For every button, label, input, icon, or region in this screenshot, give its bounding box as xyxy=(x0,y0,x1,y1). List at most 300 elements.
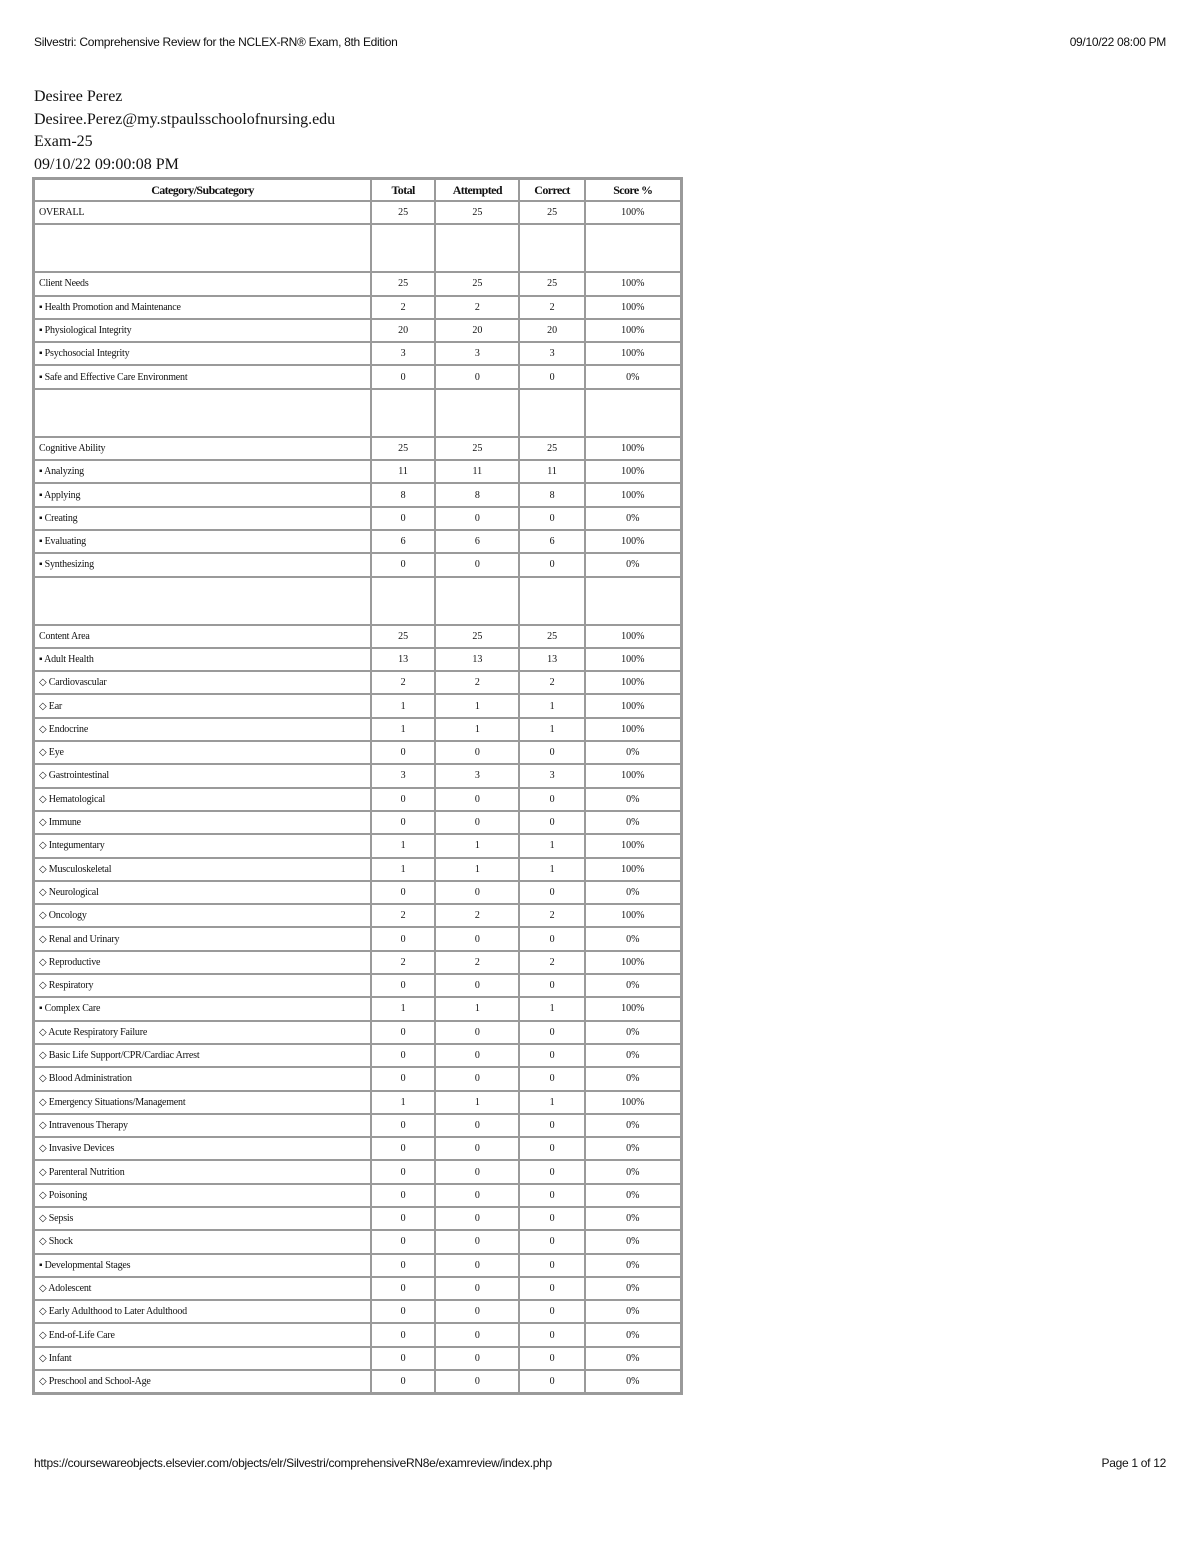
cell-total: 0 xyxy=(371,1277,435,1300)
cell-category: ▪ Analyzing xyxy=(34,460,371,483)
cell-score: 0% xyxy=(585,1160,681,1183)
cell-category: ◇ Poisoning xyxy=(34,1184,371,1207)
cell-correct: 1 xyxy=(519,694,584,717)
cell-correct: 25 xyxy=(519,272,584,295)
spacer-cell xyxy=(34,577,371,625)
table-row xyxy=(34,951,681,974)
cell-correct: 3 xyxy=(519,342,584,365)
print-footer-page: Page 1 of 12 xyxy=(1101,1456,1166,1470)
cell-total: 3 xyxy=(371,764,435,787)
cell-correct: 1 xyxy=(519,997,584,1020)
cell-attempted: 0 xyxy=(435,927,519,950)
cell-score: 0% xyxy=(585,507,681,530)
cell-category: ◇ Reproductive xyxy=(34,951,371,974)
table-row xyxy=(34,858,681,881)
cell-correct: 0 xyxy=(519,1230,584,1253)
cell-correct: 0 xyxy=(519,1254,584,1277)
table-row xyxy=(34,1254,681,1277)
cell-correct: 11 xyxy=(519,460,584,483)
header-total: Total xyxy=(371,179,435,201)
cell-score: 0% xyxy=(585,788,681,811)
cell-attempted: 8 xyxy=(435,483,519,506)
results-body xyxy=(34,201,681,1393)
cell-total: 0 xyxy=(371,1300,435,1323)
table-row xyxy=(34,1370,681,1393)
cell-attempted: 20 xyxy=(435,319,519,342)
cell-score: 100% xyxy=(585,460,681,483)
table-row xyxy=(34,671,681,694)
cell-attempted: 0 xyxy=(435,1230,519,1253)
table-row xyxy=(34,764,681,787)
cell-attempted: 0 xyxy=(435,1277,519,1300)
cell-score: 0% xyxy=(585,741,681,764)
table-row xyxy=(34,1347,681,1370)
cell-total: 0 xyxy=(371,1184,435,1207)
cell-category: ◇ Invasive Devices xyxy=(34,1137,371,1160)
spacer-cell xyxy=(435,389,519,437)
cell-correct: 0 xyxy=(519,881,584,904)
table-row xyxy=(34,904,681,927)
table-row xyxy=(34,718,681,741)
spacer-row xyxy=(34,389,681,437)
cell-category: ▪ Creating xyxy=(34,507,371,530)
table-row xyxy=(34,788,681,811)
cell-category: ◇ End-of-Life Care xyxy=(34,1323,371,1346)
spacer-cell xyxy=(371,224,435,272)
cell-score: 0% xyxy=(585,1370,681,1393)
cell-attempted: 1 xyxy=(435,1091,519,1114)
cell-total: 25 xyxy=(371,437,435,460)
cell-attempted: 0 xyxy=(435,1300,519,1323)
cell-correct: 2 xyxy=(519,904,584,927)
cell-correct: 13 xyxy=(519,648,584,671)
cell-attempted: 2 xyxy=(435,296,519,319)
cell-total: 0 xyxy=(371,1114,435,1137)
cell-category: ▪ Safe and Effective Care Environment xyxy=(34,365,371,388)
header-score: Score % xyxy=(585,179,681,201)
spacer-cell xyxy=(435,577,519,625)
cell-attempted: 13 xyxy=(435,648,519,671)
cell-total: 0 xyxy=(371,974,435,997)
table-row xyxy=(34,694,681,717)
cell-total: 0 xyxy=(371,1207,435,1230)
cell-attempted: 1 xyxy=(435,858,519,881)
cell-attempted: 0 xyxy=(435,1207,519,1230)
cell-total: 11 xyxy=(371,460,435,483)
cell-score: 100% xyxy=(585,319,681,342)
cell-category: Client Needs xyxy=(34,272,371,295)
table-row xyxy=(34,437,681,460)
cell-category: ◇ Cardiovascular xyxy=(34,671,371,694)
cell-attempted: 11 xyxy=(435,460,519,483)
header-attempted: Attempted xyxy=(435,179,519,201)
table-row xyxy=(34,365,681,388)
spacer-cell xyxy=(519,389,584,437)
cell-score: 100% xyxy=(585,718,681,741)
cell-total: 2 xyxy=(371,296,435,319)
spacer-cell xyxy=(34,224,371,272)
cell-score: 0% xyxy=(585,1114,681,1137)
cell-total: 0 xyxy=(371,741,435,764)
cell-score: 0% xyxy=(585,1044,681,1067)
cell-attempted: 1 xyxy=(435,997,519,1020)
header-category: Category/Subcategory xyxy=(34,179,371,201)
cell-category: ◇ Gastrointestinal xyxy=(34,764,371,787)
print-footer-url: https://coursewareobjects.elsevier.com/objects/elr/Silvestri/comprehensiveRN8e/examreview/index.php xyxy=(34,1456,552,1470)
cell-correct: 2 xyxy=(519,951,584,974)
spacer-cell xyxy=(585,224,681,272)
cell-score: 100% xyxy=(585,951,681,974)
table-row xyxy=(34,1067,681,1090)
table-row xyxy=(34,997,681,1020)
cell-attempted: 0 xyxy=(435,365,519,388)
table-row xyxy=(34,1277,681,1300)
cell-total: 0 xyxy=(371,1254,435,1277)
cell-category: ◇ Basic Life Support/CPR/Cardiac Arrest xyxy=(34,1044,371,1067)
spacer-row xyxy=(34,224,681,272)
cell-score: 0% xyxy=(585,1347,681,1370)
cell-score: 0% xyxy=(585,1021,681,1044)
exam-name: Exam-25 xyxy=(34,133,93,150)
cell-total: 13 xyxy=(371,648,435,671)
cell-total: 2 xyxy=(371,671,435,694)
cell-total: 1 xyxy=(371,718,435,741)
cell-score: 100% xyxy=(585,437,681,460)
spacer-cell xyxy=(435,224,519,272)
cell-correct: 2 xyxy=(519,671,584,694)
cell-category: ▪ Adult Health xyxy=(34,648,371,671)
table-row xyxy=(34,296,681,319)
cell-category: ▪ Developmental Stages xyxy=(34,1254,371,1277)
cell-score: 0% xyxy=(585,1184,681,1207)
cell-score: 0% xyxy=(585,1137,681,1160)
cell-score: 100% xyxy=(585,997,681,1020)
cell-attempted: 0 xyxy=(435,1114,519,1137)
cell-attempted: 3 xyxy=(435,342,519,365)
cell-total: 0 xyxy=(371,1347,435,1370)
cell-score: 100% xyxy=(585,201,681,224)
cell-total: 0 xyxy=(371,1044,435,1067)
cell-category: OVERALL xyxy=(34,201,371,224)
cell-score: 0% xyxy=(585,1254,681,1277)
cell-category: ◇ Oncology xyxy=(34,904,371,927)
cell-correct: 1 xyxy=(519,718,584,741)
cell-category: ▪ Health Promotion and Maintenance xyxy=(34,296,371,319)
cell-category: ◇ Endocrine xyxy=(34,718,371,741)
cell-attempted: 1 xyxy=(435,694,519,717)
cell-total: 3 xyxy=(371,342,435,365)
spacer-cell xyxy=(585,389,681,437)
cell-total: 0 xyxy=(371,553,435,576)
cell-category: ◇ Sepsis xyxy=(34,1207,371,1230)
cell-attempted: 2 xyxy=(435,951,519,974)
cell-score: 0% xyxy=(585,927,681,950)
spacer-cell xyxy=(519,577,584,625)
cell-category: ▪ Physiological Integrity xyxy=(34,319,371,342)
cell-category: ◇ Infant xyxy=(34,1347,371,1370)
cell-correct: 0 xyxy=(519,1137,584,1160)
cell-score: 100% xyxy=(585,625,681,648)
cell-score: 100% xyxy=(585,858,681,881)
table-row xyxy=(34,1160,681,1183)
cell-attempted: 6 xyxy=(435,530,519,553)
table-row xyxy=(34,507,681,530)
cell-attempted: 0 xyxy=(435,1160,519,1183)
cell-attempted: 0 xyxy=(435,881,519,904)
cell-total: 1 xyxy=(371,997,435,1020)
cell-attempted: 0 xyxy=(435,1347,519,1370)
cell-score: 100% xyxy=(585,694,681,717)
cell-total: 20 xyxy=(371,319,435,342)
cell-total: 2 xyxy=(371,904,435,927)
cell-score: 0% xyxy=(585,1230,681,1253)
cell-correct: 0 xyxy=(519,1347,584,1370)
cell-correct: 1 xyxy=(519,834,584,857)
cell-total: 8 xyxy=(371,483,435,506)
cell-total: 2 xyxy=(371,951,435,974)
cell-score: 100% xyxy=(585,1091,681,1114)
cell-category: ◇ Ear xyxy=(34,694,371,717)
cell-attempted: 2 xyxy=(435,671,519,694)
cell-attempted: 0 xyxy=(435,974,519,997)
cell-correct: 0 xyxy=(519,365,584,388)
cell-attempted: 2 xyxy=(435,904,519,927)
cell-category: ▪ Evaluating xyxy=(34,530,371,553)
cell-correct: 20 xyxy=(519,319,584,342)
cell-category: ▪ Complex Care xyxy=(34,997,371,1020)
cell-category: ◇ Early Adulthood to Later Adulthood xyxy=(34,1300,371,1323)
print-header-datetime: 09/10/22 08:00 PM xyxy=(1069,35,1166,49)
cell-score: 0% xyxy=(585,1207,681,1230)
cell-total: 0 xyxy=(371,1137,435,1160)
cell-correct: 0 xyxy=(519,974,584,997)
cell-attempted: 0 xyxy=(435,1254,519,1277)
cell-correct: 1 xyxy=(519,858,584,881)
spacer-cell xyxy=(34,389,371,437)
table-row xyxy=(34,483,681,506)
cell-category: ▪ Psychosocial Integrity xyxy=(34,342,371,365)
cell-category: ◇ Acute Respiratory Failure xyxy=(34,1021,371,1044)
cell-category: ◇ Preschool and School-Age xyxy=(34,1370,371,1393)
table-row xyxy=(34,1184,681,1207)
cell-correct: 25 xyxy=(519,201,584,224)
cell-score: 100% xyxy=(585,296,681,319)
table-row xyxy=(34,625,681,648)
cell-total: 0 xyxy=(371,1230,435,1253)
cell-correct: 25 xyxy=(519,625,584,648)
cell-attempted: 0 xyxy=(435,553,519,576)
cell-category: ◇ Respiratory xyxy=(34,974,371,997)
cell-correct: 2 xyxy=(519,296,584,319)
cell-category: ◇ Adolescent xyxy=(34,1277,371,1300)
cell-total: 25 xyxy=(371,272,435,295)
cell-correct: 0 xyxy=(519,927,584,950)
cell-total: 25 xyxy=(371,625,435,648)
cell-category: Cognitive Ability xyxy=(34,437,371,460)
table-row xyxy=(34,1230,681,1253)
cell-attempted: 25 xyxy=(435,437,519,460)
cell-attempted: 1 xyxy=(435,718,519,741)
results-table xyxy=(32,177,683,1395)
spacer-row xyxy=(34,577,681,625)
cell-correct: 0 xyxy=(519,1207,584,1230)
cell-total: 0 xyxy=(371,1021,435,1044)
cell-category: ▪ Synthesizing xyxy=(34,553,371,576)
cell-score: 0% xyxy=(585,1323,681,1346)
cell-total: 0 xyxy=(371,1323,435,1346)
cell-correct: 8 xyxy=(519,483,584,506)
table-row xyxy=(34,530,681,553)
table-header-row xyxy=(34,179,681,201)
cell-score: 100% xyxy=(585,530,681,553)
print-header-title: Silvestri: Comprehensive Review for the NCLEX-RN® Exam, 8th Edition xyxy=(34,35,398,49)
cell-total: 0 xyxy=(371,811,435,834)
cell-category: ◇ Parenteral Nutrition xyxy=(34,1160,371,1183)
table-row xyxy=(34,1137,681,1160)
table-row xyxy=(34,319,681,342)
cell-category: ◇ Immune xyxy=(34,811,371,834)
cell-score: 0% xyxy=(585,1067,681,1090)
cell-score: 100% xyxy=(585,764,681,787)
cell-score: 0% xyxy=(585,1277,681,1300)
cell-attempted: 25 xyxy=(435,625,519,648)
cell-total: 0 xyxy=(371,365,435,388)
cell-correct: 0 xyxy=(519,1323,584,1346)
cell-attempted: 0 xyxy=(435,1044,519,1067)
cell-score: 0% xyxy=(585,553,681,576)
cell-total: 0 xyxy=(371,1370,435,1393)
table-row xyxy=(34,553,681,576)
cell-category: ◇ Renal and Urinary xyxy=(34,927,371,950)
header-correct: Correct xyxy=(519,179,584,201)
cell-correct: 6 xyxy=(519,530,584,553)
cell-total: 0 xyxy=(371,1067,435,1090)
cell-total: 1 xyxy=(371,1091,435,1114)
table-row xyxy=(34,1207,681,1230)
cell-category: ◇ Blood Administration xyxy=(34,1067,371,1090)
cell-correct: 1 xyxy=(519,1091,584,1114)
spacer-cell xyxy=(519,224,584,272)
cell-category: ◇ Shock xyxy=(34,1230,371,1253)
cell-correct: 0 xyxy=(519,788,584,811)
cell-score: 0% xyxy=(585,881,681,904)
table-row xyxy=(34,648,681,671)
cell-correct: 0 xyxy=(519,1044,584,1067)
cell-category: ◇ Neurological xyxy=(34,881,371,904)
cell-correct: 0 xyxy=(519,1160,584,1183)
cell-correct: 0 xyxy=(519,1184,584,1207)
cell-total: 25 xyxy=(371,201,435,224)
cell-total: 0 xyxy=(371,927,435,950)
cell-category: Content Area xyxy=(34,625,371,648)
student-email: Desiree.Perez@my.stpaulsschoolofnursing.edu xyxy=(34,110,336,128)
cell-attempted: 0 xyxy=(435,1021,519,1044)
cell-total: 0 xyxy=(371,788,435,811)
spacer-cell xyxy=(371,577,435,625)
cell-correct: 25 xyxy=(519,437,584,460)
cell-attempted: 1 xyxy=(435,834,519,857)
cell-attempted: 25 xyxy=(435,201,519,224)
cell-category: ◇ Hematological xyxy=(34,788,371,811)
cell-score: 100% xyxy=(585,834,681,857)
cell-score: 0% xyxy=(585,1300,681,1323)
cell-score: 0% xyxy=(585,974,681,997)
cell-total: 6 xyxy=(371,530,435,553)
table-row xyxy=(34,741,681,764)
cell-correct: 0 xyxy=(519,1300,584,1323)
table-row xyxy=(34,1021,681,1044)
cell-correct: 0 xyxy=(519,1370,584,1393)
table-row xyxy=(34,927,681,950)
cell-attempted: 0 xyxy=(435,811,519,834)
cell-attempted: 0 xyxy=(435,507,519,530)
cell-correct: 0 xyxy=(519,553,584,576)
table-row xyxy=(34,342,681,365)
cell-total: 0 xyxy=(371,1160,435,1183)
cell-correct: 0 xyxy=(519,741,584,764)
cell-total: 0 xyxy=(371,881,435,904)
table-row xyxy=(34,881,681,904)
cell-score: 100% xyxy=(585,483,681,506)
cell-category: ◇ Musculoskeletal xyxy=(34,858,371,881)
cell-total: 1 xyxy=(371,834,435,857)
table-row xyxy=(34,1091,681,1114)
cell-correct: 0 xyxy=(519,1277,584,1300)
cell-attempted: 0 xyxy=(435,1323,519,1346)
table-row xyxy=(34,460,681,483)
spacer-cell xyxy=(585,577,681,625)
cell-total: 0 xyxy=(371,507,435,530)
spacer-cell xyxy=(371,389,435,437)
cell-category: ◇ Emergency Situations/Management xyxy=(34,1091,371,1114)
cell-attempted: 0 xyxy=(435,788,519,811)
cell-correct: 0 xyxy=(519,1114,584,1137)
cell-attempted: 0 xyxy=(435,741,519,764)
cell-attempted: 0 xyxy=(435,1137,519,1160)
cell-correct: 0 xyxy=(519,811,584,834)
cell-attempted: 0 xyxy=(435,1067,519,1090)
student-name: Desiree Perez xyxy=(34,88,123,105)
cell-category: ◇ Integumentary xyxy=(34,834,371,857)
table-row xyxy=(34,201,681,224)
cell-correct: 0 xyxy=(519,1067,584,1090)
table-row xyxy=(34,974,681,997)
cell-total: 1 xyxy=(371,694,435,717)
cell-category: ◇ Eye xyxy=(34,741,371,764)
cell-attempted: 25 xyxy=(435,272,519,295)
exam-timestamp: 09/10/22 09:00:08 PM xyxy=(34,155,179,173)
table-row xyxy=(34,811,681,834)
table-row xyxy=(34,1323,681,1346)
cell-score: 100% xyxy=(585,342,681,365)
cell-attempted: 3 xyxy=(435,764,519,787)
cell-score: 100% xyxy=(585,671,681,694)
table-row xyxy=(34,1114,681,1137)
cell-score: 100% xyxy=(585,904,681,927)
table-row xyxy=(34,1300,681,1323)
cell-attempted: 0 xyxy=(435,1370,519,1393)
cell-score: 100% xyxy=(585,648,681,671)
cell-total: 1 xyxy=(371,858,435,881)
cell-score: 0% xyxy=(585,811,681,834)
cell-score: 0% xyxy=(585,365,681,388)
cell-correct: 0 xyxy=(519,507,584,530)
cell-category: ◇ Intravenous Therapy xyxy=(34,1114,371,1137)
cell-category: ▪ Applying xyxy=(34,483,371,506)
cell-score: 100% xyxy=(585,272,681,295)
cell-attempted: 0 xyxy=(435,1184,519,1207)
table-row xyxy=(34,1044,681,1067)
